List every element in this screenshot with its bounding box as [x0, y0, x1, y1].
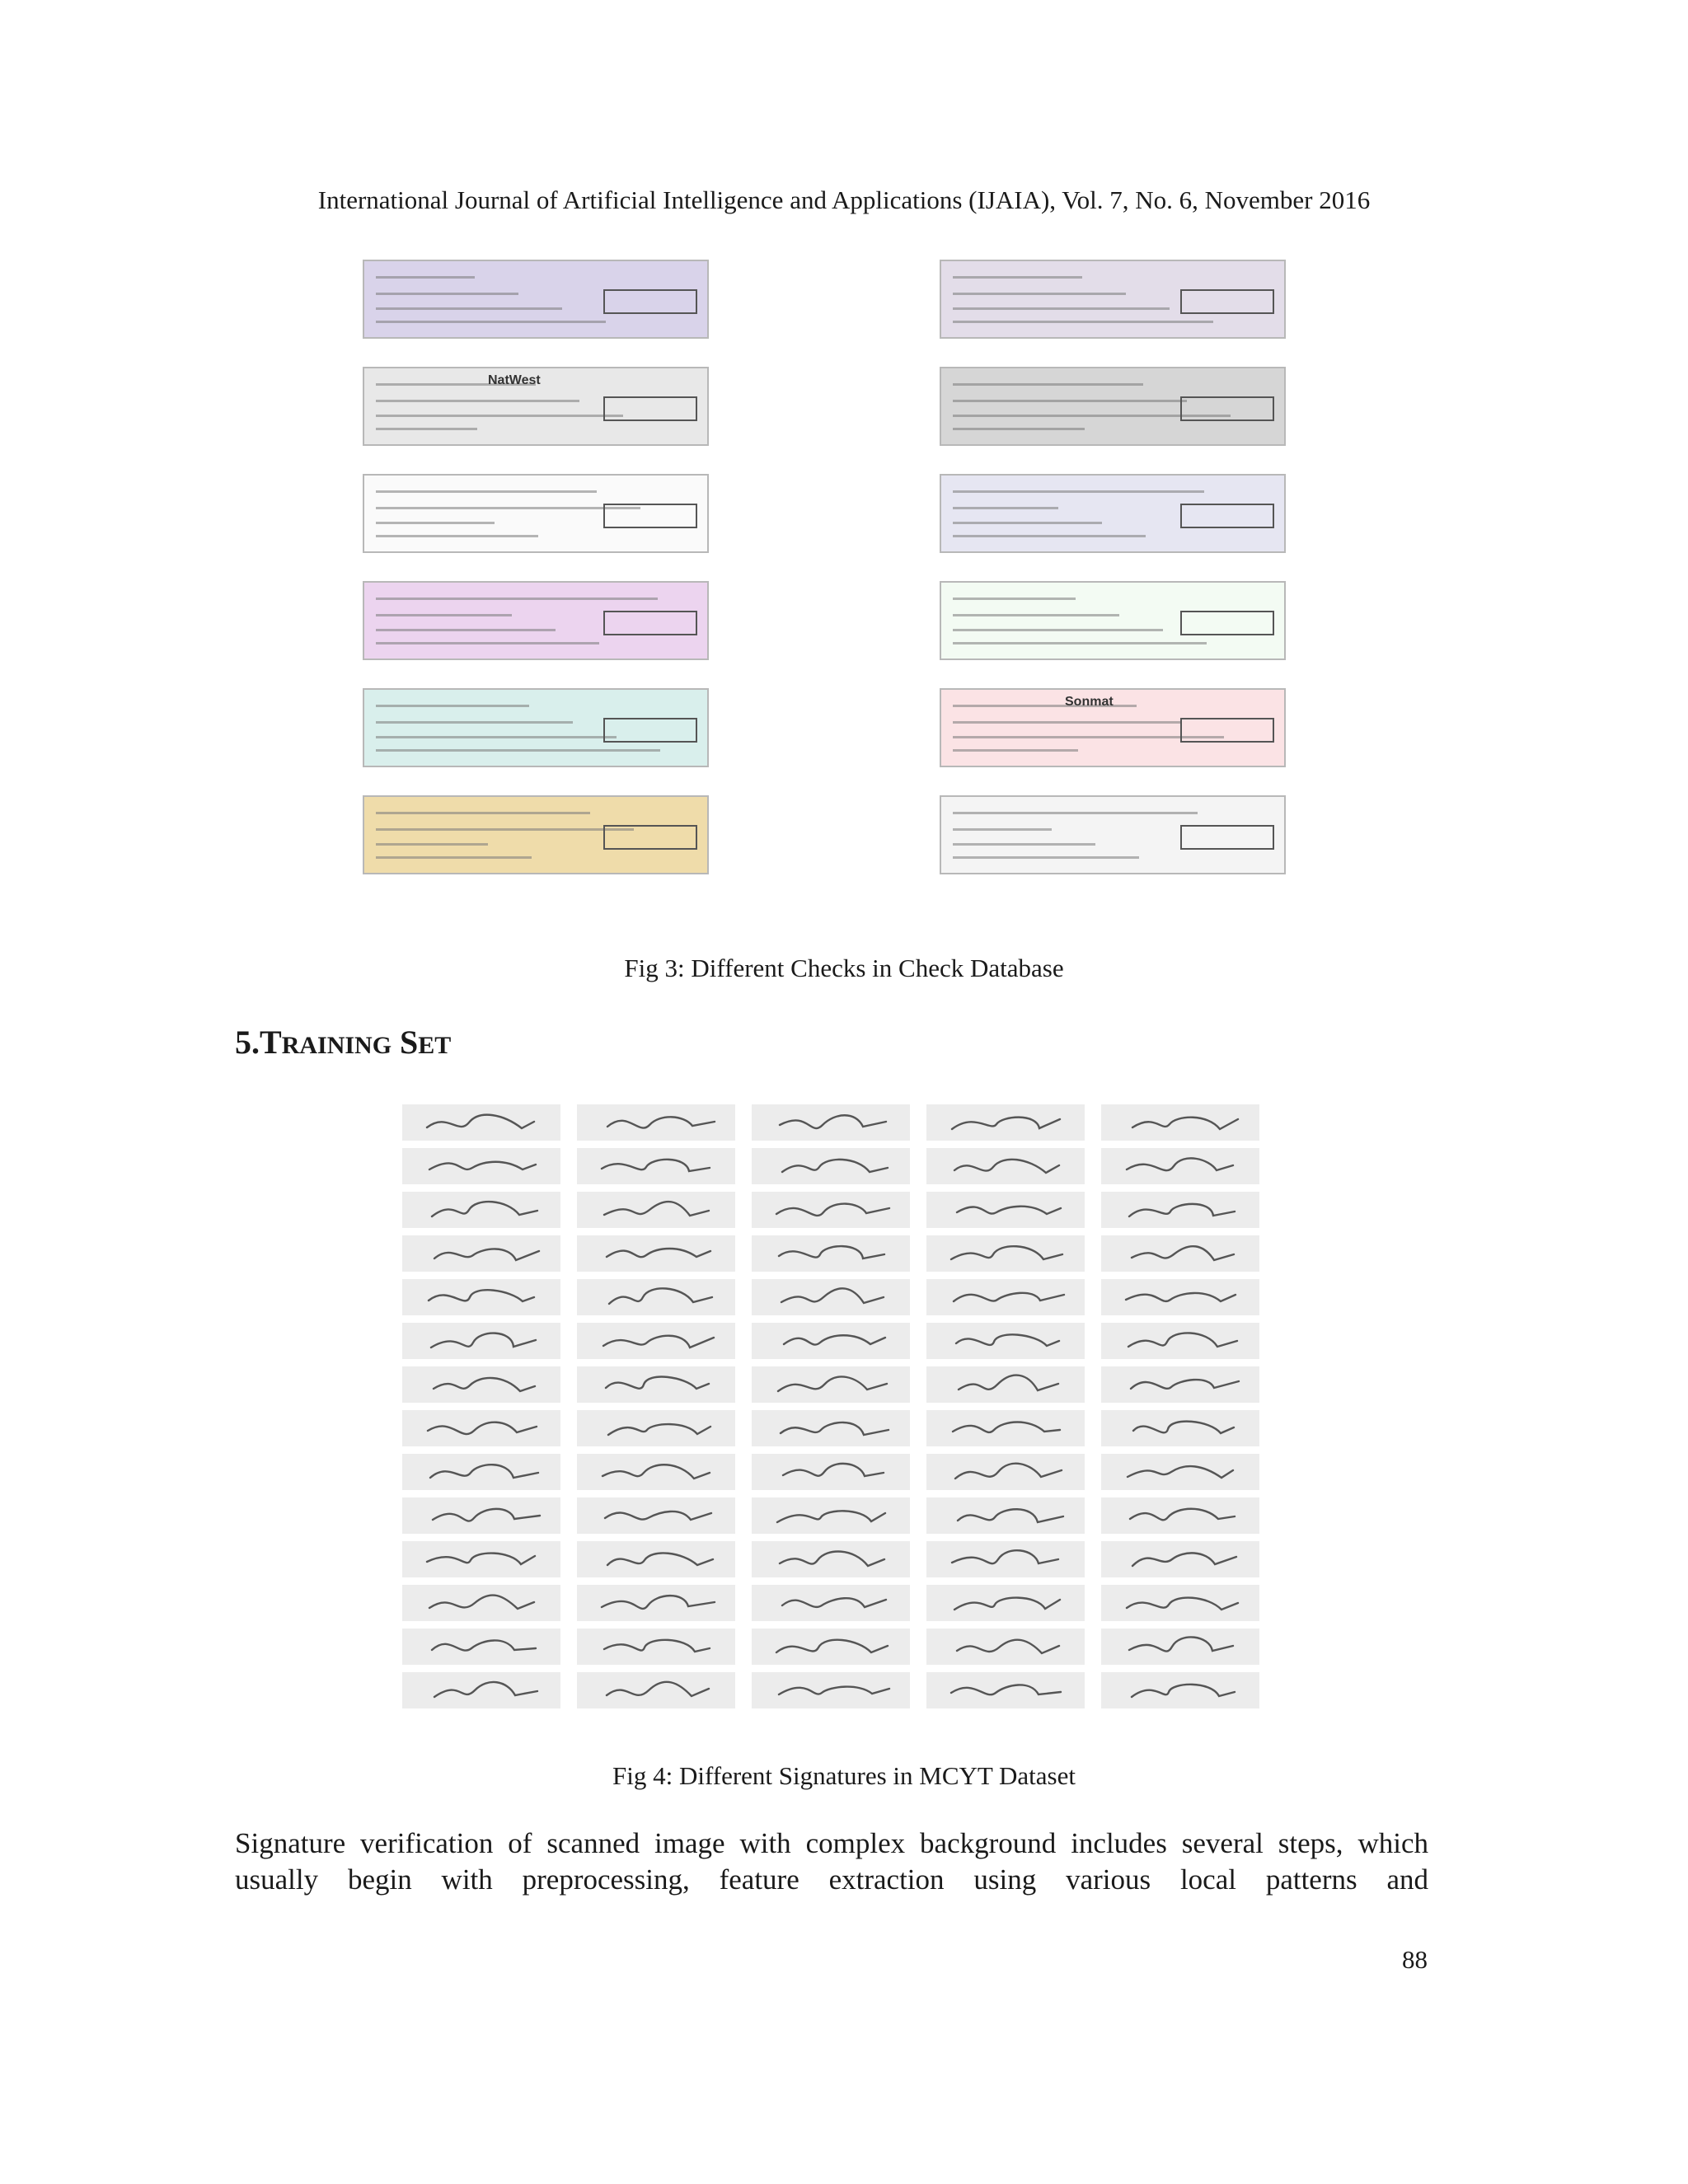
signature-stroke-icon — [752, 1629, 910, 1665]
check-line — [376, 812, 590, 814]
signature-stroke-icon — [577, 1279, 735, 1315]
signature-sample — [1101, 1541, 1259, 1577]
signature-sample — [402, 1454, 560, 1490]
signature-stroke-icon — [752, 1585, 910, 1621]
check-line — [376, 490, 597, 493]
figure-4-signature-grid — [402, 1104, 1259, 1708]
check-line — [376, 428, 477, 430]
signature-sample — [1101, 1192, 1259, 1228]
check-image — [363, 688, 709, 767]
check-image — [940, 795, 1286, 874]
signature-sample — [402, 1585, 560, 1621]
page-number: 88 — [1402, 1945, 1428, 1974]
check-line — [376, 642, 599, 644]
signature-stroke-icon — [402, 1672, 560, 1708]
check-image — [363, 367, 709, 446]
check-image — [940, 367, 1286, 446]
check-line — [376, 522, 495, 524]
signature-sample — [402, 1235, 560, 1272]
signature-stroke-icon — [1101, 1323, 1259, 1359]
signature-stroke-icon — [752, 1148, 910, 1184]
signature-stroke-icon — [577, 1104, 735, 1141]
signature-stroke-icon — [577, 1672, 735, 1708]
signature-stroke-icon — [402, 1454, 560, 1490]
section-title-initial-2: S — [400, 1024, 419, 1061]
signature-sample — [752, 1148, 910, 1184]
signature-sample — [752, 1366, 910, 1403]
check-line — [953, 293, 1126, 295]
signature-sample — [1101, 1279, 1259, 1315]
signature-sample — [1101, 1585, 1259, 1621]
signature-stroke-icon — [577, 1454, 735, 1490]
signature-stroke-icon — [1101, 1497, 1259, 1534]
signature-sample — [926, 1279, 1085, 1315]
signature-stroke-icon — [402, 1148, 560, 1184]
check-line — [376, 614, 512, 616]
check-amount-box — [603, 504, 697, 528]
signature-sample — [752, 1192, 910, 1228]
section-heading — [235, 1022, 451, 1066]
signature-stroke-icon — [1101, 1148, 1259, 1184]
check-line — [953, 321, 1213, 323]
signature-stroke-icon — [402, 1497, 560, 1534]
check-amount-box — [603, 289, 697, 314]
signature-sample — [577, 1192, 735, 1228]
signature-stroke-icon — [752, 1497, 910, 1534]
check-line — [376, 856, 532, 859]
check-line — [376, 843, 488, 846]
signature-stroke-icon — [926, 1235, 1085, 1272]
signature-sample — [926, 1104, 1085, 1141]
signature-stroke-icon — [577, 1541, 735, 1577]
section-title-rest-2: ET — [418, 1032, 452, 1059]
section-title-initial-1: T — [260, 1024, 282, 1061]
signature-stroke-icon — [926, 1366, 1085, 1403]
signature-sample — [577, 1629, 735, 1665]
check-image — [363, 474, 709, 553]
signature-stroke-icon — [926, 1672, 1085, 1708]
check-amount-box — [1180, 611, 1274, 635]
signature-sample — [1101, 1323, 1259, 1359]
signature-stroke-icon — [402, 1541, 560, 1577]
signature-stroke-icon — [402, 1279, 560, 1315]
check-image — [940, 581, 1286, 660]
signature-stroke-icon — [752, 1235, 910, 1272]
signature-sample — [1101, 1104, 1259, 1141]
signature-sample — [577, 1148, 735, 1184]
signature-sample — [926, 1672, 1085, 1708]
check-line — [953, 721, 1180, 724]
body-line-2: usually begin with preprocessing, feature extraction using various local patterns and — [235, 1863, 1428, 1896]
check-amount-box — [603, 396, 697, 421]
signature-sample — [752, 1323, 910, 1359]
signature-stroke-icon — [577, 1148, 735, 1184]
check-amount-box — [603, 825, 697, 850]
signature-stroke-icon — [577, 1366, 735, 1403]
signature-sample — [402, 1148, 560, 1184]
check-image — [940, 260, 1286, 339]
signature-sample — [926, 1497, 1085, 1534]
check-bank-name: Sonmat — [1065, 695, 1114, 709]
check-line — [953, 828, 1052, 831]
check-amount-box — [1180, 718, 1274, 743]
check-line — [376, 721, 573, 724]
check-line — [953, 812, 1198, 814]
check-line — [376, 749, 660, 752]
signature-stroke-icon — [926, 1323, 1085, 1359]
check-image — [940, 474, 1286, 553]
signature-sample — [1101, 1629, 1259, 1665]
check-line — [376, 705, 529, 707]
signature-sample — [926, 1323, 1085, 1359]
check-line — [953, 383, 1143, 386]
check-line — [953, 598, 1076, 600]
check-line — [953, 490, 1204, 493]
check-line — [953, 400, 1187, 402]
check-amount-box — [1180, 289, 1274, 314]
check-image — [940, 688, 1286, 767]
signature-sample — [402, 1541, 560, 1577]
figure-3-check-images — [363, 260, 1302, 911]
signature-sample — [577, 1454, 735, 1490]
signature-stroke-icon — [752, 1104, 910, 1141]
check-line — [953, 843, 1095, 846]
check-line — [376, 400, 579, 402]
signature-stroke-icon — [402, 1366, 560, 1403]
section-title-rest-1: RAINING — [281, 1032, 392, 1059]
signature-sample — [577, 1541, 735, 1577]
signature-stroke-icon — [926, 1279, 1085, 1315]
check-line — [376, 828, 634, 831]
signature-stroke-icon — [752, 1672, 910, 1708]
signature-stroke-icon — [1101, 1672, 1259, 1708]
signature-sample — [752, 1279, 910, 1315]
check-line — [953, 428, 1085, 430]
check-line — [376, 535, 538, 537]
signature-sample — [926, 1454, 1085, 1490]
signature-stroke-icon — [752, 1279, 910, 1315]
signature-stroke-icon — [926, 1585, 1085, 1621]
signature-stroke-icon — [402, 1629, 560, 1665]
signature-sample — [402, 1629, 560, 1665]
check-line — [953, 642, 1207, 644]
signature-stroke-icon — [577, 1497, 735, 1534]
signature-sample — [926, 1148, 1085, 1184]
signature-sample — [752, 1541, 910, 1577]
signature-sample — [577, 1672, 735, 1708]
signature-sample — [752, 1235, 910, 1272]
signature-sample — [402, 1104, 560, 1141]
signature-stroke-icon — [926, 1410, 1085, 1446]
signature-sample — [1101, 1454, 1259, 1490]
check-line — [376, 307, 562, 310]
figure-4-caption: Fig 4: Different Signatures in MCYT Dataset — [612, 1761, 1076, 1790]
signature-stroke-icon — [1101, 1410, 1259, 1446]
check-line — [376, 321, 606, 323]
check-bank-name: NatWest — [488, 373, 541, 387]
check-line — [376, 293, 518, 295]
signature-stroke-icon — [1101, 1454, 1259, 1490]
signature-stroke-icon — [926, 1541, 1085, 1577]
check-line — [376, 598, 658, 600]
signature-stroke-icon — [577, 1410, 735, 1446]
signature-sample — [926, 1410, 1085, 1446]
check-amount-box — [603, 611, 697, 635]
signature-stroke-icon — [1101, 1541, 1259, 1577]
signature-stroke-icon — [577, 1192, 735, 1228]
check-line — [953, 276, 1082, 279]
signature-stroke-icon — [1101, 1585, 1259, 1621]
signature-sample — [926, 1585, 1085, 1621]
check-line — [953, 522, 1102, 524]
signature-stroke-icon — [752, 1366, 910, 1403]
check-line — [376, 629, 556, 631]
check-line — [376, 736, 617, 738]
signature-sample — [402, 1497, 560, 1534]
signature-stroke-icon — [752, 1192, 910, 1228]
signature-stroke-icon — [926, 1454, 1085, 1490]
signature-sample — [577, 1104, 735, 1141]
signature-stroke-icon — [402, 1323, 560, 1359]
signature-sample — [402, 1410, 560, 1446]
signature-stroke-icon — [752, 1454, 910, 1490]
signature-sample — [577, 1585, 735, 1621]
signature-stroke-icon — [402, 1104, 560, 1141]
signature-sample — [577, 1323, 735, 1359]
check-image — [363, 795, 709, 874]
signature-stroke-icon — [926, 1497, 1085, 1534]
signature-sample — [926, 1629, 1085, 1665]
signature-sample — [402, 1192, 560, 1228]
signature-sample — [926, 1192, 1085, 1228]
body-line-1: Signature verification of scanned image with complex background includes several steps, which — [235, 1827, 1428, 1859]
check-amount-box — [1180, 396, 1274, 421]
signature-stroke-icon — [577, 1323, 735, 1359]
signature-stroke-icon — [402, 1235, 560, 1272]
running-header: International Journal of Artificial Intelligence and Applications (IJAIA), Vol. 7, No. 6, November 2016 — [317, 185, 1371, 214]
signature-sample — [752, 1104, 910, 1141]
signature-stroke-icon — [577, 1629, 735, 1665]
signature-stroke-icon — [402, 1585, 560, 1621]
signature-sample — [577, 1410, 735, 1446]
check-line — [376, 507, 640, 509]
body-paragraph — [235, 1825, 1428, 1898]
check-line — [953, 749, 1078, 752]
signature-sample — [752, 1629, 910, 1665]
signature-stroke-icon — [926, 1192, 1085, 1228]
signature-stroke-icon — [1101, 1366, 1259, 1403]
check-line — [953, 614, 1119, 616]
check-image — [363, 260, 709, 339]
signature-stroke-icon — [1101, 1629, 1259, 1665]
signature-stroke-icon — [577, 1235, 735, 1272]
signature-sample — [1101, 1497, 1259, 1534]
check-line — [376, 415, 623, 417]
signature-sample — [402, 1672, 560, 1708]
signature-sample — [752, 1410, 910, 1446]
signature-sample — [752, 1585, 910, 1621]
check-line — [953, 307, 1170, 310]
check-line — [953, 629, 1163, 631]
signature-sample — [1101, 1235, 1259, 1272]
signature-sample — [1101, 1410, 1259, 1446]
signature-sample — [1101, 1672, 1259, 1708]
section-number: 5. — [235, 1024, 260, 1061]
check-line — [953, 535, 1146, 537]
signature-stroke-icon — [1101, 1235, 1259, 1272]
signature-sample — [752, 1672, 910, 1708]
signature-stroke-icon — [752, 1323, 910, 1359]
signature-sample — [1101, 1148, 1259, 1184]
signature-stroke-icon — [752, 1541, 910, 1577]
signature-sample — [752, 1497, 910, 1534]
signature-sample — [1101, 1366, 1259, 1403]
figure-3-caption: Fig 3: Different Checks in Check Database — [624, 954, 1064, 982]
signature-sample — [926, 1541, 1085, 1577]
signature-sample — [577, 1366, 735, 1403]
signature-sample — [577, 1497, 735, 1534]
signature-sample — [926, 1235, 1085, 1272]
signature-stroke-icon — [1101, 1104, 1259, 1141]
check-amount-box — [1180, 504, 1274, 528]
signature-sample — [402, 1366, 560, 1403]
signature-stroke-icon — [402, 1192, 560, 1228]
signature-stroke-icon — [1101, 1192, 1259, 1228]
signature-stroke-icon — [926, 1104, 1085, 1141]
signature-stroke-icon — [1101, 1279, 1259, 1315]
signature-sample — [577, 1235, 735, 1272]
check-amount-box — [603, 718, 697, 743]
check-image — [363, 581, 709, 660]
signature-sample — [402, 1279, 560, 1315]
signature-sample — [577, 1279, 735, 1315]
check-line — [953, 856, 1139, 859]
signature-stroke-icon — [402, 1410, 560, 1446]
signature-stroke-icon — [752, 1410, 910, 1446]
signature-sample — [752, 1454, 910, 1490]
signature-stroke-icon — [926, 1148, 1085, 1184]
signature-stroke-icon — [577, 1585, 735, 1621]
check-amount-box — [1180, 825, 1274, 850]
signature-sample — [402, 1323, 560, 1359]
check-line — [953, 507, 1058, 509]
signature-sample — [926, 1366, 1085, 1403]
signature-stroke-icon — [926, 1629, 1085, 1665]
check-line — [376, 276, 475, 279]
